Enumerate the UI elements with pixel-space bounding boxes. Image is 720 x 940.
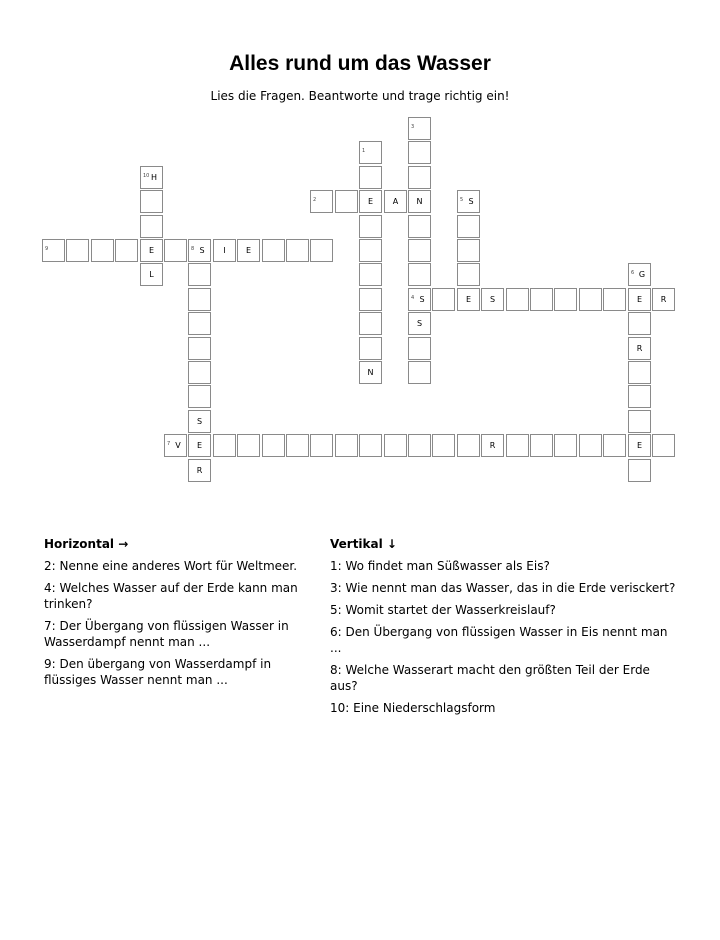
grid-cell[interactable] [457,263,480,286]
grid-cell[interactable] [188,288,211,311]
cell-letter: R [489,441,496,450]
grid-cell[interactable] [188,385,211,408]
grid-cell[interactable] [481,288,504,311]
clue-v-1: 1: Wo findet man Süßwasser als Eis? [330,559,550,573]
instructions: Lies die Fragen. Beantworte und trage richtig ein! [210,89,510,103]
clue-number: 10 [143,173,150,179]
grid-cell[interactable] [652,288,675,311]
clue-number: 8 [191,246,195,252]
grid-cell[interactable] [579,288,602,311]
clue-number: 2 [313,197,317,203]
horizontal-heading: Horizontal → [44,537,129,551]
clue-v-6: 6: Den Übergang von flüssigen Wasser in Eis nennt man ... [330,625,668,655]
clue-h-7: 7: Der Übergang von flüssigen Wasser in Wasserdampf nennt man ... [44,619,289,649]
grid-cell[interactable] [603,288,626,311]
grid-cell[interactable] [530,288,553,311]
cell-letter: R [660,295,667,304]
grid-cell[interactable] [481,434,504,457]
clue-number: 3 [411,124,415,130]
grid-cell[interactable] [628,361,651,384]
cell-letter: V [175,441,181,450]
grid-cell[interactable] [408,190,431,213]
grid-cell[interactable] [579,434,602,457]
grid-cell[interactable] [42,239,65,262]
grid-cell[interactable] [628,312,651,335]
grid-cell[interactable] [335,190,358,213]
grid-cell[interactable] [457,215,480,238]
grid-cell[interactable] [628,288,651,311]
grid-cell[interactable] [164,239,187,262]
grid-cell[interactable] [213,434,236,457]
cell-letter: S [196,417,203,426]
grid-cell[interactable] [408,215,431,238]
grid-cell[interactable] [310,190,333,213]
cell-letter: S [416,319,423,328]
grid-cell[interactable] [652,434,675,457]
grid-cell[interactable] [359,337,382,360]
cell-letter: L [149,270,154,279]
grid-cell[interactable] [554,434,577,457]
grid-cell[interactable] [408,239,431,262]
cell-letter: E [148,246,155,255]
grid-cell[interactable] [432,434,455,457]
grid-cell[interactable] [554,288,577,311]
grid-cell[interactable] [359,263,382,286]
grid-cell[interactable] [384,434,407,457]
grid-cell[interactable] [408,434,431,457]
grid-cell[interactable] [530,434,553,457]
grid-cell[interactable] [628,459,651,482]
grid-cell[interactable] [359,312,382,335]
grid-cell[interactable] [408,166,431,189]
grid-cell[interactable] [506,434,529,457]
grid-cell[interactable] [335,434,358,457]
grid-cell[interactable] [408,288,431,311]
grid-cell[interactable] [286,239,309,262]
grid-cell[interactable] [408,361,431,384]
cell-letter: N [367,368,374,377]
clue-v-3: 3: Wie nennt man das Wasser, das in die Erde verisckert? [330,581,676,595]
cell-letter: E [245,246,252,255]
cell-letter: E [196,441,203,450]
grid-cell[interactable] [188,459,211,482]
grid-cell[interactable] [457,434,480,457]
grid-cell[interactable] [140,166,163,189]
grid-cell[interactable] [140,190,163,213]
grid-cell[interactable] [237,434,260,457]
cell-letter: E [636,295,643,304]
cell-letter: R [636,344,643,353]
grid-cell[interactable] [140,239,163,262]
grid-cell[interactable] [359,215,382,238]
cell-letter: E [465,295,472,304]
grid-cell[interactable] [188,434,211,457]
cell-letter: G [638,270,646,279]
grid-cell[interactable] [359,166,382,189]
clue-number: 1 [362,148,366,154]
cell-letter: R [196,466,203,475]
grid-cell[interactable] [310,239,333,262]
clue-number: 4 [411,295,415,301]
vertical-heading: Vertikal ↓ [330,537,397,551]
grid-cell[interactable] [188,410,211,433]
clue-number: 7 [167,441,171,447]
grid-cell[interactable] [359,141,382,164]
horizontal-clues [44,536,309,694]
grid-cell[interactable] [188,263,211,286]
grid-cell[interactable] [213,239,236,262]
cell-letter: A [392,197,399,206]
clue-number: 9 [45,246,49,252]
grid-cell[interactable] [286,434,309,457]
clue-v-5: 5: Womit startet der Wasserkreislauf? [330,603,556,617]
grid-cell[interactable] [188,361,211,384]
clue-h-9: 9: Den übergang von Wasserdampf in flüssiges Wasser nennt man ... [44,657,272,687]
grid-cell[interactable] [310,434,333,457]
grid-cell[interactable] [188,239,211,262]
grid-cell[interactable] [408,141,431,164]
grid-cell[interactable] [359,288,382,311]
clue-number: 6 [631,270,635,276]
cell-letter: S [419,295,425,304]
grid-cell[interactable] [628,337,651,360]
grid-cell[interactable] [628,410,651,433]
grid-cell[interactable] [115,239,138,262]
cell-letter: E [636,441,643,450]
grid-cell[interactable] [408,337,431,360]
clue-number: 5 [460,197,464,203]
grid-cell[interactable] [603,434,626,457]
grid-cell[interactable] [359,434,382,457]
grid-cell[interactable] [140,215,163,238]
grid-cell[interactable] [359,361,382,384]
grid-cell[interactable] [164,434,187,457]
clue-v-10: 10: Eine Niederschlagsform [330,701,496,715]
cell-letter: H [150,173,157,182]
cell-letter: I [223,246,226,255]
cell-letter: S [489,295,496,304]
page-title: Alles rund um das Wasser [229,52,491,75]
grid-cell[interactable] [457,239,480,262]
grid-cell[interactable] [628,434,651,457]
grid-cell[interactable] [66,239,89,262]
clue-h-2: 2: Nenne eine anderes Wort für Weltmeer. [44,559,298,573]
grid-cell[interactable] [237,239,260,262]
grid-cell[interactable] [140,263,163,286]
grid-cell[interactable] [408,263,431,286]
grid-cell[interactable] [628,263,651,286]
cell-letter: S [468,197,474,206]
grid-cell[interactable] [262,239,285,262]
cell-letter: E [367,197,374,206]
vertical-clues [330,536,680,722]
clue-h-4: 4: Welches Wasser auf der Erde kann man trinken? [44,581,298,611]
grid-cell[interactable] [188,312,211,335]
grid-cell[interactable] [91,239,114,262]
cell-letter: N [416,197,423,206]
grid-cell[interactable] [262,434,285,457]
grid-cell[interactable] [359,239,382,262]
clue-v-8: 8: Welche Wasserart macht den größten Teil der Erde aus? [330,663,650,693]
grid-cell[interactable] [188,337,211,360]
grid-cell[interactable] [384,190,407,213]
grid-cell[interactable] [457,288,480,311]
grid-cell[interactable] [432,288,455,311]
grid-cell[interactable] [457,190,480,213]
grid-cell[interactable] [359,190,382,213]
cell-letter: S [199,246,205,255]
grid-cell[interactable] [408,117,431,140]
grid-cell[interactable] [506,288,529,311]
grid-cell[interactable] [628,385,651,408]
grid-cell[interactable] [408,312,431,335]
